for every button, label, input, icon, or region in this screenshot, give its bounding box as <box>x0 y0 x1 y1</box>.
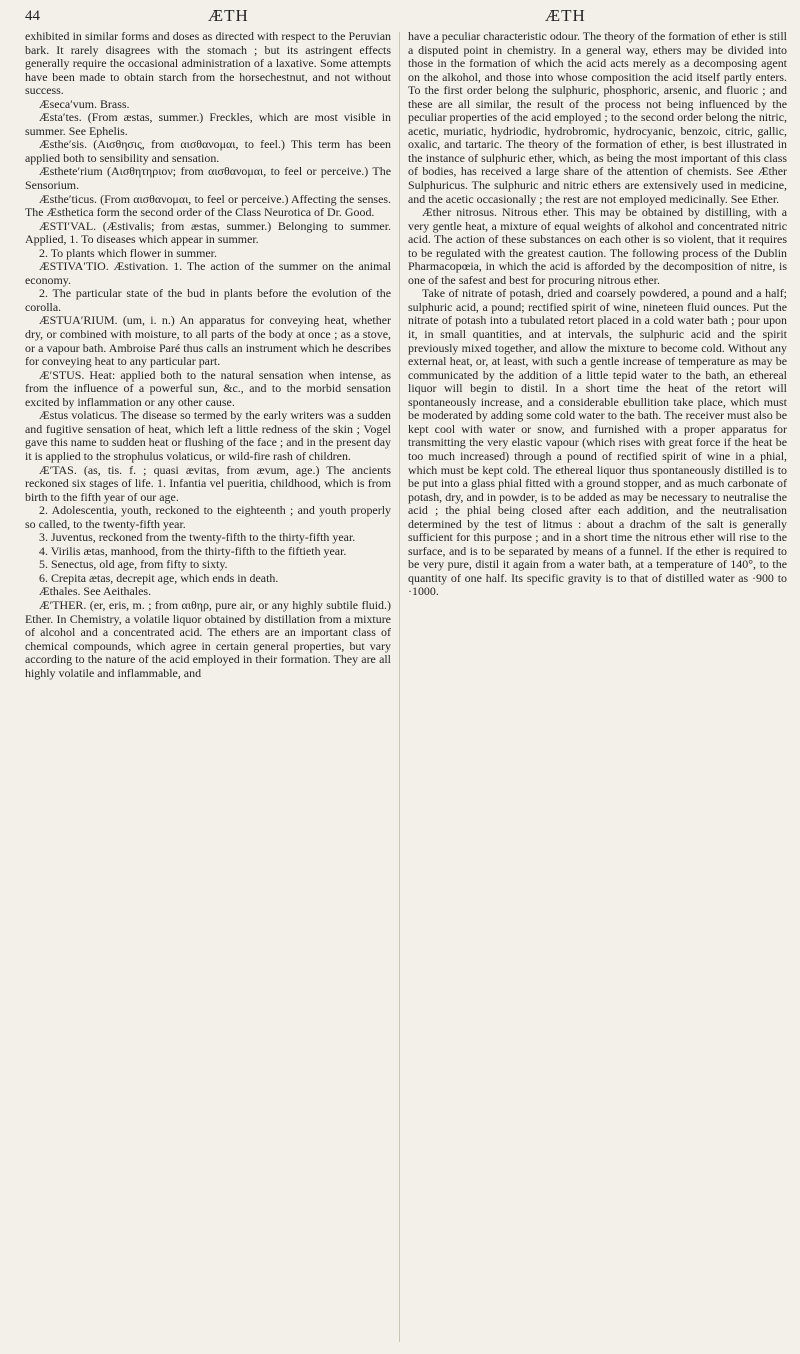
entry-aestus: Æ′STUS. Heat: applied both to the natural sensation when intense, as from the influence of a powerful sun, &c., and to the morbid sensation excited by inflammation or any other cause. <box>25 367 391 409</box>
entry-aestheticus: Æsthe′ticus. (From αισθανομαι, to feel or perceive.) Affecting the senses. The Æsthetica form the second order of the Class Neurotica of Dr. Good. <box>25 191 391 220</box>
paragraph: have a peculiar characteristic odour. The theory of the formation of ether is still a disputed point in chemistry. In a general way, ethers may be divided into those in the formation of which the acid acts merely as a decomposing agent on the alkohol, and those into whose composition the acid itself partly enters. To the first order belong the sulphuric, phosphoric, arsenic, and fluoric ; and these are all similar, the result of the process not being influenced by the peculiar properties of the acid employed ; to the second order belong the nitric, acetic, muriatic, hydriodic, hydrobromic, hydrocyanic, benzoic, citric, gallic, oxalic, and tartaric. The theory of the formation of ether, is best illustrated in the instance of sulphuric ether, which, as being the most important of this class of bodies, has received a large share of the attention of chemists. See Æther Sulphuricus. The sulphuric and nitric ethers are extensively used in medicine, and the acetic occasionally ; the rest are not employed medicinally. See Ether. <box>408 29 787 206</box>
page-number: 44 <box>25 8 40 24</box>
entry-aether-nitrosus: Æther nitrosus. Nitrous ether. This may be obtained by distilling, with a very gentle heat, a mixture of equal weights of alkohol and concentrated nitric acid. The action of these substances on each other is so violent, that it requires to be regulated with the greatest caution. The following process of the Dublin Pharmacopœia, in which the acid is afforded by the decomposition of nitre, is one of the safest and best for procuring nitrous ether. <box>408 205 787 287</box>
entry-aestuarium: ÆSTUA′RIUM. (um, i. n.) An apparatus for conveying heat, whether dry, or combined with moisture, to all parts of the body at once ; as a stove, or a vapour bath. Ambroise Paré thus calls an instrument which he describes for conveying heat to any particular part. <box>25 313 391 369</box>
entry-aetas: Æ′TAS. (as, tis. f. ; quasi ævitas, from ævum, age.) The ancients reckoned six stages of life. 1. Infantia vel pueritia, childhood, which is from birth to the fifth year of our age. <box>25 462 391 504</box>
entry-aeseca: Æseca′vum. Brass. <box>39 96 130 111</box>
right-column <box>408 30 787 599</box>
entry-aetas-3: 3. Juventus, reckoned from the twenty-fifth to the thirty-fifth year. <box>39 530 356 545</box>
entry-aestivatio: ÆSTIVA′TIO. Æstivation. 1. The action of the summer on the animal economy. <box>25 259 391 287</box>
entry-aetas-4: 4. Virilis ætas, manhood, from the thirty-fifth to the fiftieth year. <box>39 543 347 558</box>
entry-aether: Æ′THER. (er, eris, m. ; from αιθηρ, pure air, or any highly subtile fluid.) Ether. In Chemistry, a volatile liquor obtained by distillation from a mixture of alcohol and a concentrated acid. The ethers are an important class of chemical compounds, which agree in certain general properties, but vary according to the nature of the acid employed in their formation. They are all highly volatile and inflammable, and <box>25 597 391 680</box>
right-running-head: ÆTH <box>545 6 586 25</box>
entry-aestival-2: 2. To plants which flower in summer. <box>39 245 217 260</box>
entry-aetas-2: 2. Adolescentia, youth, reckoned to the eighteenth ; and youth properly so called, to the twenty-fifth year. <box>25 503 391 531</box>
paragraph-recipe: Take of nitrate of potash, dried and coarsely powdered, a pound and a half; sulphuric acid, a pound; rectified spirit of wine, nineteen fluid ounces. Put the nitrate of potash into a tubulated retort placed in a cold water bath ; pour upon it, in small quantities, and at intervals, the sulphuric acid and the spirit previously mixed together, and allow the mixture to become cold. Without any external heat, or, at least, with such a gentle increase of temperature as may be communicated by the addition of a little tepid water to the bath, an ethereal liquor will begin to distil. In a short time the heat of the retort will spontaneously increase, and a considerable ebullition take place, which must be moderated by adding some cold water to the bath. The receiver must also be kept cool with water or snow, and furnished with a proper apparatus for transmitting the very elastic vapour (which rises with great force if the heat be too much increased) through a pound of rectified spirit of wine in a phial, which must be kept cold. The ethereal liquor thus spontaneously distilled is to be put into a glass phial fitted with a ground stopper, and as much carbonate of potash, dry, and in powder, is to be added as may be necessary to neutralise the acid ; the phial being closed after each addition, and the neutralisation determined by the test of litmus : about a drachm of the salt is generally sufficient for this purpose ; and in a short time the nitrous ether will rise to the surface, and is to be separated by means of a funnel. If the ether is required to be very pure, distil it again from a water bath, at a temperature of 140°, to the quantity of one half. Its specific gravity is to that of distilled water as ·900 to ·1000. <box>408 286 787 599</box>
paragraph: exhibited in similar forms and doses as directed with respect to the Peruvian bark. It rarely disagrees with the stomach ; but its astringent effects generally require the occasional administration of a laxative. Some attempts have been made to obtain starch from the horsechestnut, and not without success. <box>25 29 391 98</box>
entry-aestival: ÆSTI′VAL. (Æstivalis; from æstas, summer.) Belonging to summer. Applied, 1. To diseases which appear in summer. <box>25 218 391 247</box>
entry-aestheterium: Æsthete′rium (Αισθητηριον; from αισθανομαι, to feel or perceive.) The Sensorium. <box>25 164 391 193</box>
entry-aetas-5: 5. Senectus, old age, from fifty to sixty. <box>39 557 228 572</box>
entry-aestates: Æsta′tes. (From æstas, summer.) Freckles, which are most visible in summer. See Ephelis. <box>25 110 391 138</box>
column-divider <box>399 32 400 1342</box>
entry-aesthesis: Æsthe′sis. (Αισθησις, from αισθανομαι, to feel.) This term has been applied both to sensibility and sensation. <box>25 137 391 165</box>
entry-aetas-6: 6. Crepita ætas, decrepit age, which ends in death. <box>39 570 279 585</box>
entry-aestus-volaticus: Æstus volaticus. The disease so termed by the early writers was a sudden and fugitive sensation of heat, which left a little redness of the skin ; Vogel gave this name to sudden heat or flushing of the face ; and in the present day it is applied to the strophulus volaticus, or wild-fire rash of children. <box>25 408 391 463</box>
left-column <box>25 30 391 680</box>
entry-aethales: Æthales. See Aeithales. <box>39 584 152 599</box>
entry-aestivatio-2: 2. The particular state of the bud in plants before the evolution of the corolla. <box>25 286 391 314</box>
left-running-head: ÆTH <box>208 6 249 25</box>
